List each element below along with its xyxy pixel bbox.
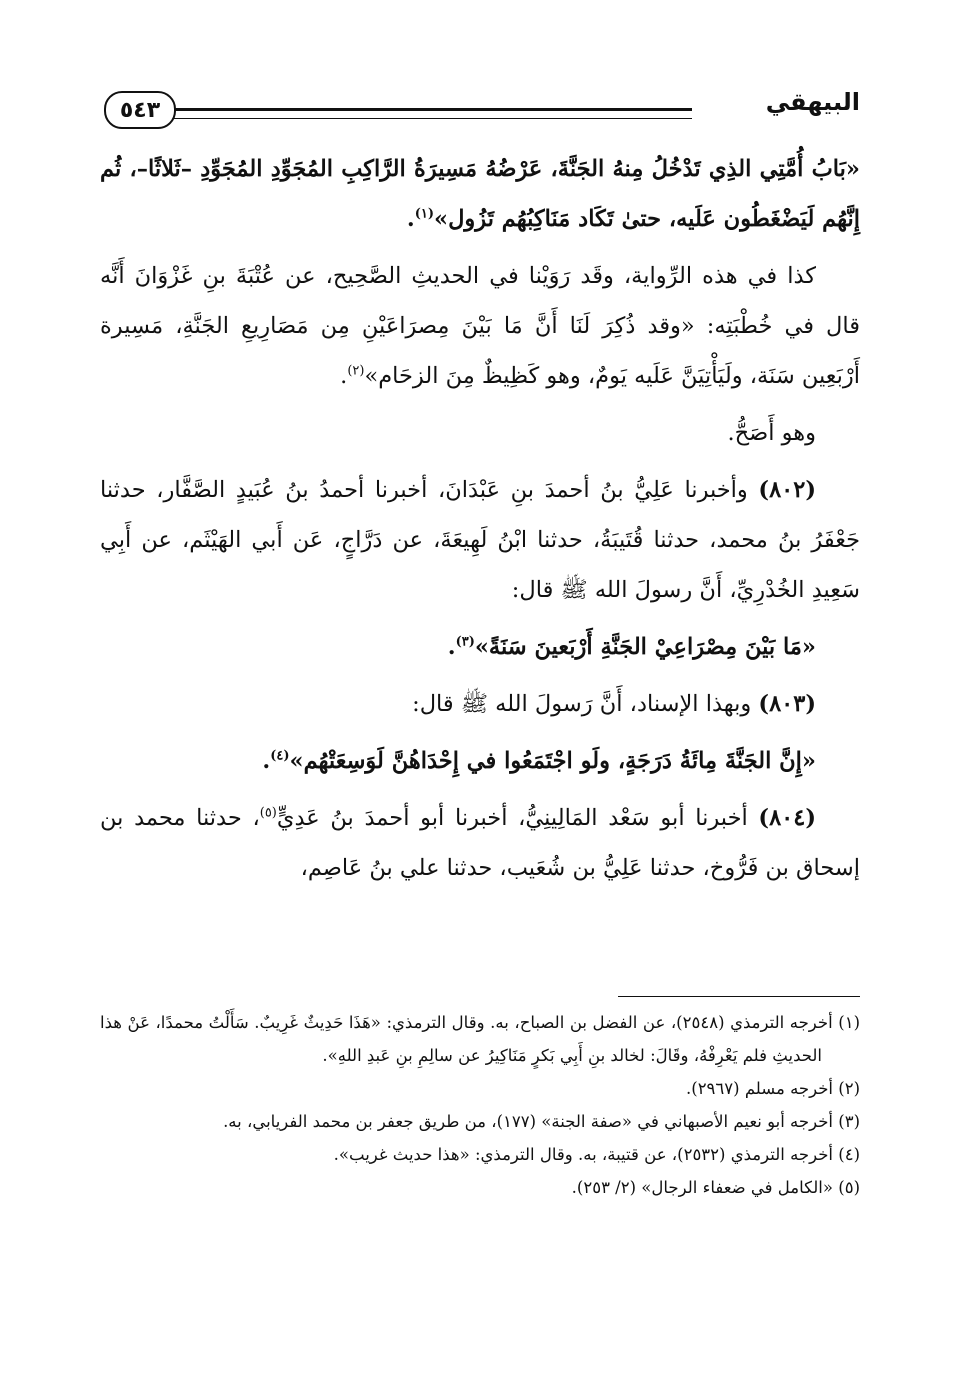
running-title: البيهقي: [765, 88, 860, 116]
footnote-ref-1: (١): [414, 206, 435, 222]
paragraph-2: [100, 251, 860, 401]
footnote-ref-3: (٣): [455, 634, 475, 650]
punctuation: .: [447, 634, 456, 660]
isnad-text: وبهذا الإسناد، أَنَّ رَسولَ الله ﷺ قال:: [412, 691, 759, 717]
header-rule: [174, 108, 692, 119]
hadith-number-804: (٨٠٤): [758, 805, 816, 831]
footnote-ref-4: (٤): [270, 748, 290, 764]
footnote-ref-5: (٥): [259, 805, 277, 821]
commentary-text: كذا في هذه الرِّواية، وقَد رَوَيْنا في الحديثِ الصَّحِيح، عن عُتْبَةَ بنِ غَزْوَانَ أَنَّه قال في خُطْبَتِه: «وقد ذُكِرَ لَنَا أَنَّ مَا بَيْنَ مِصرَاعَيْنِ مِن مَصَارِيعِ الجَنَّةِ، مَسِيرة أَرْبَعِين سَنَة، ولَيَأْتِيَنَّ عَلَيه يَومٌ، وهو كَظِيظٌ مِنَ الزحَام»: [100, 263, 860, 389]
footnote-separator: [618, 996, 860, 997]
hadith-text: «مَا بَيْنَ مِصْرَاعِيْ الجَنَّةِ أَرْبَعينَ سَنَةً»: [474, 634, 816, 660]
isnad-text: وأخبرنا عَلِيُّ بنُ أحمدَ بنِ عَبْدَانَ، أخبرنا أحمدُ بنُ عُبَيدٍ الصَّفَّار، حدثنا جَعْفَرُ بنُ محمد، حدثنا قُتَيبَةُ، حدثنا ابْنُ لَهِيعَةَ، عن دَرَّاجٍ، عَن أَبي الهَيْثَم، عن أَبِي سَعِيدِ الخُدْرِيِّ، أَنَّ رسولَ الله ﷺ قال:: [100, 477, 860, 603]
paragraph-7: [100, 736, 860, 786]
isnad-text: ، حدثنا محمد بن إسحاق بن فَرُّوخ، حدثنا عَلِيُّ بن شُعَيب، حدثنا علي بنُ عَاصِم،: [100, 805, 860, 881]
paragraph-6: [100, 679, 860, 729]
hadith-text: «بَابُ أُمَّتِي الذِي تَدْخُلُ مِنهُ الجَنَّةَ، عَرْضُهُ مَسِيرَةُ الرَّاكِبِ المُجَوِّدِ المُجَوِّدِ –ثَلاثًا–، ثُم إِنَّهُم لَيَضْغَطُون عَلَيه، حتىٰ تَكَاد مَنَاكِبُهُم تَزُول»: [100, 156, 860, 232]
paragraph-4: [100, 465, 860, 615]
isnad-text: أخبرنا أبو سَعْد المَالِينِيُّ، أخبرنا أبو أحمدَ بنُ عَدِيٍّ: [276, 805, 759, 831]
hadith-number-803: (٨٠٣): [758, 691, 816, 717]
punctuation: .: [262, 748, 271, 774]
footnote-2: (٢) أخرجه مسلم (٢٩٦٧).: [686, 1079, 860, 1098]
punctuation: .: [406, 206, 415, 232]
paragraph-5: [100, 622, 860, 672]
main-text: [100, 144, 860, 900]
page-number: ٥٤٣: [104, 91, 176, 129]
paragraph-1: [100, 144, 860, 244]
paragraph-8: [100, 793, 860, 893]
page-header: [100, 86, 860, 134]
footnote-1: (١) أخرجه الترمذي (٢٥٤٨)، عن الفضل بن الصباح، به. وقال الترمذي: «هَذَا حَدِيثٌ غَرِيبٌ. سَأَلْتُ محمدًا، عَنْ هذا الحديثِ فلم يَعْرِفْهُ، وقَالَ: لخالد بنِ أَبِي بَكرٍ مَنَاكِيرُ عن سالِمِ بنِ عَبدِ اللهِ».: [100, 1013, 861, 1065]
paragraph-3: وهو أَصَحُّ.: [727, 420, 816, 446]
footnote-4: (٤) أخرجه الترمذي (٢٥٣٢)، عن قتيبة، به. وقال الترمذي: «هذا حديث غريب».: [333, 1145, 860, 1164]
hadith-text: «إِنَّ الجَنَّةَ مِائَةُ دَرَجَةٍ، ولَو اجْتَمَعُوا في إِحْدَاهُنَّ لَوَسِعَتْهُم»: [289, 748, 816, 774]
footnote-3: (٣) أخرجه أبو نعيم الأصبهاني في «صفة الجنة» (١٧٧)، من طريق جعفر بن محمد الفريابي، به.: [223, 1112, 860, 1131]
footnote-5: (٥) «الكامل في ضعفاء الرجال» (٢/ ٢٥٣).: [571, 1178, 860, 1197]
punctuation: .: [340, 363, 348, 389]
footnote-ref-2: (٢): [347, 363, 365, 379]
hadith-number-802: (٨٠٢): [758, 477, 816, 503]
book-page: [100, 86, 860, 1346]
footnotes: [100, 1006, 860, 1204]
